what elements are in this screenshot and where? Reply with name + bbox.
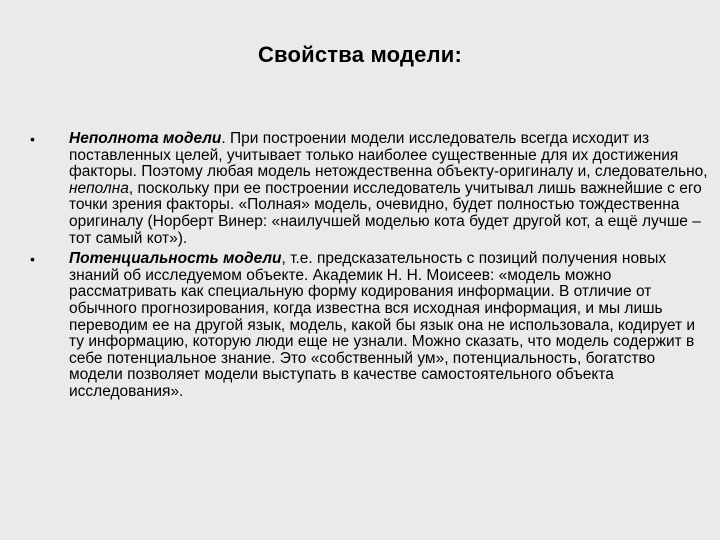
slide-title: Свойства модели:: [257, 42, 463, 67]
potentiality-text: , т.е. предсказательность с позиций получения новых знаний об исследуемом объекте. Академик Н. Н. Моисеев: «модель можно рассматривать как специальную форму кодирования информации. В отличие от обычного прогнозирования, когда известна вся исходная информация, и мы лишь переводим ее на другой язык, модель, какой бы язык она не использовала, кодирует и ту информацию, которую люди еще не узнали. Можно сказать, что модель содержит в себе потенциальное знание. Это «собственный ум», потенциальность, богатство модели позволяет модели выступать в качестве самостоятельного объекта исследования».: [69, 250, 696, 400]
incompleteness-text-part-2: , поскольку при ее построении исследователь учитывал лишь важнейшие с его точки зрения факторы. «Полная» модель, очевидно, будет полностью тождественна оригиналу (Норберт Винер: «наилучшей моделью кота будет другой кот, а ещё лучше – тот самый кот»).: [69, 179, 702, 247]
bullet-list: [30, 131, 710, 405]
bullet-icon: •: [30, 251, 35, 268]
bullet-item-potentiality: [30, 251, 710, 400]
bullet-item-incompleteness: [30, 131, 710, 247]
incompleteness-italic-word: неполна: [69, 179, 129, 197]
term-incompleteness: Неполнота модели: [69, 130, 222, 147]
term-potentiality: Потенциальность модели: [69, 250, 282, 268]
bullet-icon: •: [30, 131, 35, 147]
incompleteness-text-part-1: . При построении модели исследователь всегда исходит из поставленных целей, учитывает только наиболее существенные для их достижения факторы. Поэтому любая модель нетождественна объекту-оригиналу и, следовательно,: [69, 130, 708, 181]
